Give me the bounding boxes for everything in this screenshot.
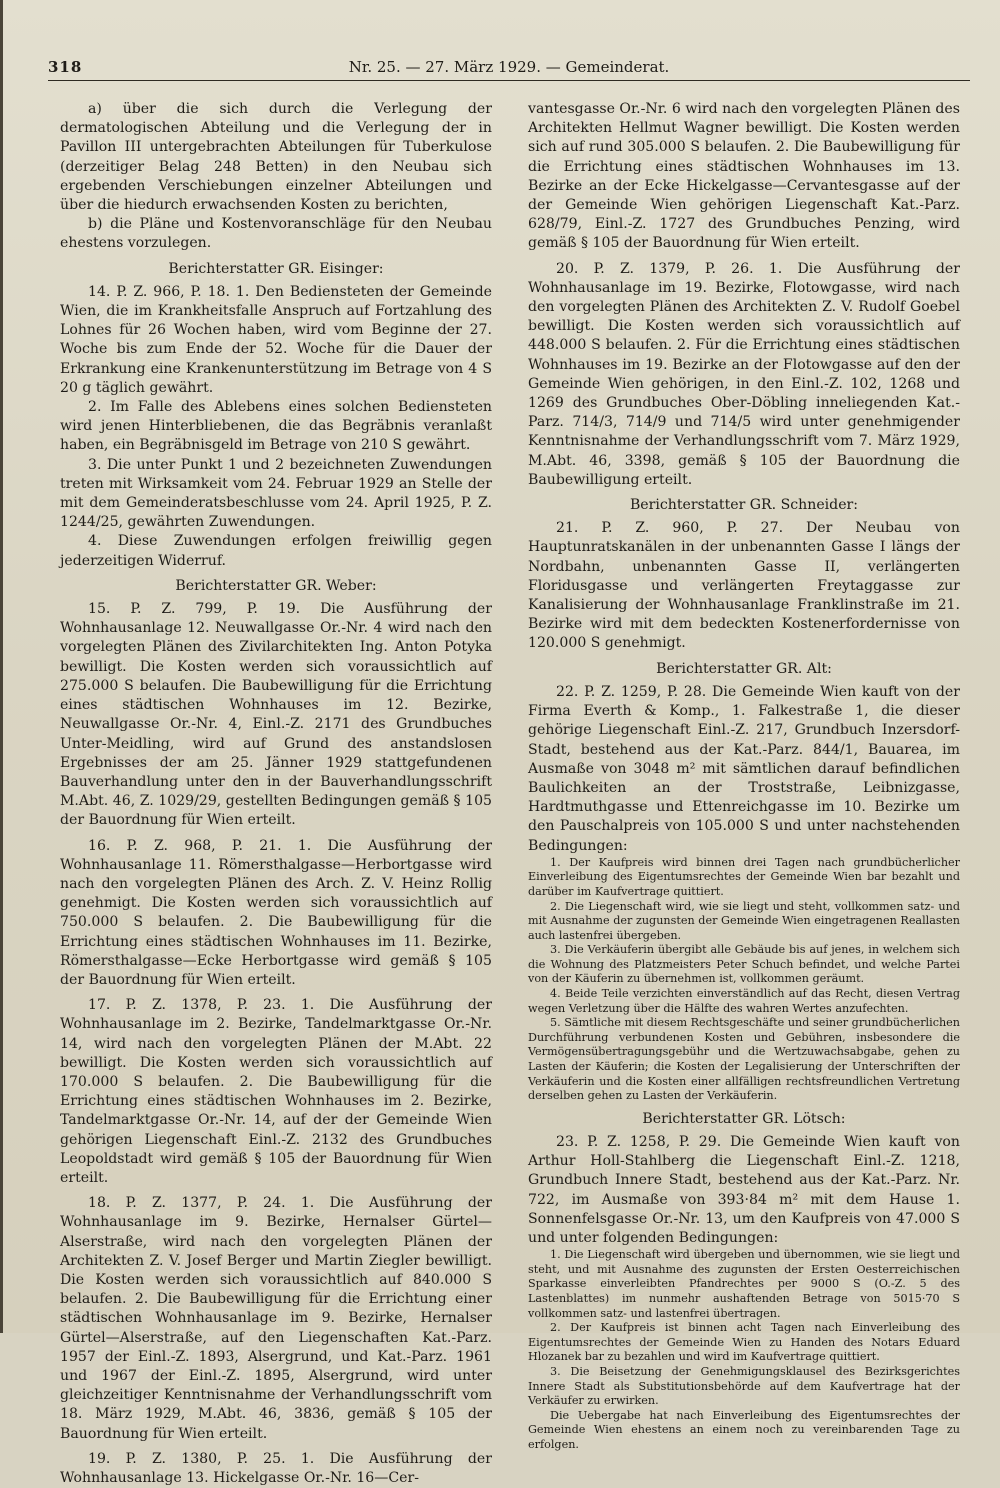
condition: 1. Der Kaufpreis wird binnen drei Tagen nach grundbücherlicher Einverleibung des Eigentumsrechtes der Gemeinde Wien bar bezahlt und darüber im Kaufvertrage quittiert. <box>528 855 960 898</box>
item-23-conditions <box>528 1248 960 1452</box>
item-14-point-4: 4. Diese Zuwendungen erfolgen freiwillig gegen jederzeitigen Widerruf. <box>60 533 492 569</box>
condition: 5. Sämtliche mit diesem Rechtsgeschäfte und seiner grundbücherlichen Durchführung verbundenen Kosten und Gebühren, insbesondere die Vermögensübertragungsgebühr und die Wertzuwachsabgabe, gehen zu Lasten der Käuferin; die Kosten der Legalisierung der Unterschriften der Verkäuferin und die Kosten einer allfälligen rechtsfreundlichen Vertretung derselben gehen zu Lasten der Verkäuferin. <box>528 1016 960 1103</box>
reporter-heading: Berichterstatter GR. Eisinger: <box>168 260 384 277</box>
item-19-continued: vantesgasse Or.-Nr. 6 wird nach den vorgelegten Plänen des Architekten Hellmut Wagner bewilligt. Die Kosten werden sich auf rund 305.000 S belaufen. 2. Die Baubewilligung für die Errichtung eines städtischen Wohnhauses im 13. Bezirke an der Ecke Hickelgasse—Cervantesgasse auf der der Gemeinde Wien gehörigen Liegenschaft Kat.-Parz. 628/79, Einl.-Z. 1727 des Grundbuches Penzing, wird gemäß § 105 der Bauordnung für Wien erteilt. <box>528 101 960 252</box>
condition: 4. Beide Teile verzichten einverständlich auf das Recht, diesen Vertrag wegen Verletzung über die Hälfte des wahren Wertes anzufechten. <box>528 987 960 1015</box>
running-title: Nr. 25. — 27. März 1929. — Gemeinderat. <box>348 58 670 76</box>
item-18: 18. P. Z. 1377, P. 24. 1. Die Ausführung der Wohnhausanlage im 9. Bezirke, Hernalser Gürtel—Alserstraße, wird nach den vorgelegten Plänen der Architekten Z. V. Josef Berger und Martin Ziegler bewilligt. Die Kosten werden sich voraussichtlich auf 840.000 S belaufen. 2. Die Baubewilligung für die Errichtung einer städtischen Wohnhausanlage im 9. Bezirke, Hernalser Gürtel—Alserstraße, auf den Liegenschaften Kat.-Parz. 1957 der Einl.-Z. 1893, Alsergrund, und Kat.-Parz. 1961 und 1967 der Einl.-Z. 1895, Alsergrund, wird unter gleichzeitiger Kenntnisnahme der Verhandlungsschrift vom 18. März 1929, M.Abt. 46, 3836, gemäß § 105 der Bauordnung für Wien erteilt. <box>60 1195 492 1442</box>
reporter-heading: Berichterstatter GR. Schneider: <box>629 497 859 514</box>
condition: 2. Der Kaufpreis ist binnen acht Tagen nach Einverleibung des Eigentumsrechtes der Gemeinde Wien zu Handen des Notars Eduard Hlozanek bar zu bezahlen und wird im Kaufvertrage quittiert. <box>528 1321 960 1364</box>
item-14-point-2: 2. Im Falle des Ablebens eines solchen Bediensteten wird jenen Hinterbliebenen, die das Begräbnis veranlaßt haben, ein Begräbnisgeld im Betrage von 210 S gewährt. <box>60 399 492 454</box>
page-number: 318 <box>48 58 83 76</box>
paragraph-a: a) über die sich durch die Verlegung der dermatologischen Abteilung und die Verlegung der in Pavillon III untergebrachten Abteilungen für Tuberkulose (derzeitiger Belag 248 Betten) in den Neubau sich ergebenden Verschiebungen einzelner Abteilungen und über die hiedurch erwachsenden Kosten zu berichten, <box>60 101 492 214</box>
condition: 2. Die Liegenschaft wird, wie sie liegt und steht, vollkommen satz- und mit Ausnahme der zugunsten der Gemeinde Wien eingetragenen Reallasten auch lastenfrei übergeben. <box>528 899 960 942</box>
item-22: 22. P. Z. 1259, P. 28. Die Gemeinde Wien kauft von der Firma Everth & Komp., 1. Falkestraße 1, die dieser gehörige Liegenschaft Einl.-Z. 217, Grundbuch Inzersdorf-Stadt, bestehend aus der Kat.-Parz. 844/1, Bauarea, im Ausmaße von 3048 m² mit sämtlichen darauf befindlichen Baulichkeiten an der Troststraße, Leibnizgasse, Hardtmuthgasse und Ettenreichgasse im 10. Bezirke um den Pauschalpreis von 105.000 S und unter nachstehenden Bedingungen: <box>528 683 960 854</box>
left-column <box>60 100 492 1488</box>
item-14: 14. P. Z. 966, P. 18. 1. Den Bediensteten der Gemeinde Wien, die im Krankheitsfalle Anspruch auf Fortzahlung des Lohnes für 26 Wochen haben, wird vom Beginne der 27. Woche bis zum Ende der 52. Woche für die Dauer der Erkrankung eine Krankenunterstützung im Betrage von 4 S 20 g täglich gewährt. <box>60 283 492 396</box>
paragraph-b: b) die Pläne und Kostenvoranschläge für den Neubau ehestens vorzulegen. <box>60 216 492 252</box>
condition: Die Uebergabe hat nach Einverleibung des Eigentumsrechtes der Gemeinde Wien ehestens an einem noch zu vereinbarenden Tage zu erfolgen. <box>528 1408 960 1451</box>
reporter-heading: Berichterstatter GR. Weber: <box>175 577 377 594</box>
reporter-heading: Berichterstatter GR. Alt: <box>656 660 832 677</box>
right-column <box>528 100 960 1453</box>
condition: 3. Die Verkäuferin übergibt alle Gebäude bis auf jenes, in welchem sich die Wohnung des Platzmeisters Peter Schuch befindet, und welche Partei von der Käuferin zu übernehmen ist, vollkommen geräumt. <box>528 943 960 986</box>
item-14-point-3: 3. Die unter Punkt 1 und 2 bezeichneten Zuwendungen treten mit Wirksamkeit vom 24. Februar 1929 an Stelle der mit dem Gemeinderatsbeschlusse vom 24. April 1925, P. Z. 1244/25, gewährten Zuwendungen. <box>60 456 492 531</box>
item-23: 23. P. Z. 1258, P. 29. Die Gemeinde Wien kauft von Arthur Holl-Stahlberg die Liegenschaft Einl.-Z. 1218, Grundbuch Innere Stadt, bestehend aus der Kat.-Parz. Nr. 722, im Ausmaße von 393·84 m² mit dem Hause 1. Sonnenfelsgasse Or.-Nr. 13, um den Kaufpreis von 47.000 S und unter folgenden Bedingungen: <box>528 1134 960 1247</box>
item-20: 20. P. Z. 1379, P. 26. 1. Die Ausführung der Wohnhausanlage im 19. Bezirke, Flotowgasse, wird nach den vorgelegten Plänen des Architekten Z. V. Rudolf Goebel bewilligt. Die Kosten werden sich voraussichtlich auf 448.000 S belaufen. 2. Für die Errichtung eines städtischen Wohnhauses im 19. Bezirke an der Flotowgasse auf den der Gemeinde Wien gehörigen, in den Einl.-Z. 102, 1268 und 1269 des Grundbuches Ober-Döbling inneliegenden Kat.-Parz. 714/3, 714/9 und 714/5 wird unter genehmigender Kenntnisnahme der Verhandlungsschrift vom 7. März 1929, M.Abt. 46, 3398, gemäß § 105 der Bauordnung die Baubewilligung erteilt. <box>528 260 960 488</box>
item-17: 17. P. Z. 1378, P. 23. 1. Die Ausführung der Wohnhausanlage im 2. Bezirke, Tandelmarktgasse Or.-Nr. 14, wird nach den vorgelegten Plänen der M.Abt. 22 bewilligt. Die Kosten werden sich voraussichtlich auf 170.000 S belaufen. 2. Die Baubewilligung für die Errichtung eines städtischen Wohnhauses im 2. Bezirke, Tandelmarktgasse Or.-Nr. 14, auf der der Gemeinde Wien gehörigen Liegenschaft Einl.-Z. 2132 des Grundbuches Leopoldstadt wird gemäß § 105 der Bauordnung für Wien erteilt. <box>60 997 492 1186</box>
item-22-conditions <box>528 856 960 1104</box>
item-19: 19. P. Z. 1380, P. 25. 1. Die Ausführung der Wohnhausanlage 13. Hickelgasse Or.-Nr. 16—Cer- <box>60 1450 492 1487</box>
item-21: 21. P. Z. 960, P. 27. Der Neubau von Hauptunratskanälen in der unbenannten Gasse I längs der Nordbahn, unbenannten Gasse II, verlängerten Floridusgasse und verlängerten Freytaggasse zur Kanalisierung der Wohnhausanlage Franklinstraße im 21. Bezirke wird mit dem bedeckten Kostenerfordernisse von 120.000 S genehmigt. <box>528 520 960 652</box>
reporter-heading: Berichterstatter GR. Lötsch: <box>642 1110 846 1127</box>
condition: 1. Die Liegenschaft wird übergeben und übernommen, wie sie liegt und steht, und mit Ausnahme des zugunsten der Ersten Oesterreichischen Sparkasse einverleibten Pfandrechtes per 9000 S (O.-Z. 5 des Lastenblattes) im nunmehr aushaftenden Betrage von 5015·70 S vollkommen satz- und lastenfrei übertragen. <box>528 1248 960 1320</box>
item-16: 16. P. Z. 968, P. 21. 1. Die Ausführung der Wohnhausanlage 11. Römersthalgasse—Herbortgasse wird nach den vorgelegten Plänen des Arch. Z. V. Heinz Rollig genehmigt. Die Kosten werden sich voraussichtlich auf 750.000 S belaufen. 2. Die Baubewilligung für die Errichtung eines städtischen Wohnhauses im 11. Bezirke, Römersthalgasse—Ecke Herbortgasse wird gemäß § 105 der Bauordnung für Wien erteilt. <box>60 837 492 988</box>
condition: 3. Die Beisetzung der Genehmigungsklausel des Bezirksgerichtes Innere Stadt als Substitutionsbehörde auf dem Kaufvertrage hat der Verkäufer zu erwirken. <box>528 1364 960 1408</box>
page-header <box>48 58 970 81</box>
item-15: 15. P. Z. 799, P. 19. Die Ausführung der Wohnhausanlage 12. Neuwallgasse Or.-Nr. 4 wird nach den vorgelegten Plänen des Zivilarchitekten Ing. Anton Potyka bewilligt. Die Kosten werden sich voraussichtlich auf 275.000 S belaufen. Die Baubewilligung für die Errichtung eines städtischen Wohnhauses im 12. Bezirke, Neuwallgasse Or.-Nr. 4, Einl.-Z. 2171 des Grundbuches Unter-Meidling, wird auf Grund des anstandslosen Ergebnisses der am 25. Jänner 1929 stattgefundenen Bauverhandlung unter den in der Bauverhandlungsschrift M.Abt. 46, Z. 1029/29, gestellten Bedingungen gemäß § 105 der Bauordnung für Wien erteilt. <box>60 601 492 829</box>
